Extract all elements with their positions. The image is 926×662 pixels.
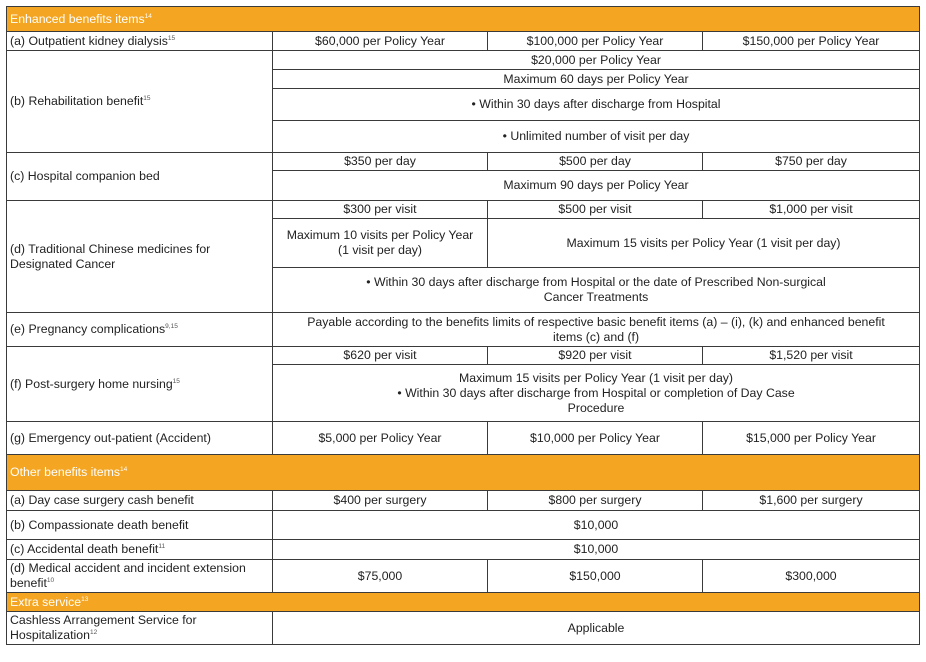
row-post-surgery-home-nursing [7,347,920,365]
plan3-value: $1,000 per visit [703,201,920,219]
plan1-value: $400 per surgery [273,491,488,511]
rehab-condition-2: • Unlimited number of visit per day [273,121,920,153]
tcm-limit-plan23: Maximum 15 visits per Policy Year (1 visit per day) [488,219,920,268]
row-label: (g) Emergency out-patient (Accident) [10,430,211,445]
row-label: (f) Post-surgery home nursing [10,376,173,391]
footnote-ref: 13 [81,595,89,603]
plan1-value: $60,000 per Policy Year [273,32,488,51]
footnote-ref: 9,15 [165,322,178,330]
plan1-value: $300 per visit [273,201,488,219]
plan2-value: $100,000 per Policy Year [488,32,703,51]
row-accidental-death [7,540,920,560]
plan3-value: $150,000 per Policy Year [703,32,920,51]
tcm-limit-plan1-line1: Maximum 10 visits per Policy Year [286,228,474,242]
pregnancy-text-line1: Payable according to the benefits limits of respective basic benefit items (a) – (i), (k) and enhanced benefit [307,314,885,329]
footnote-ref: 11 [158,542,166,550]
row-label-line1: Cashless Arrangement Service for [10,613,197,627]
plan2-value: $800 per surgery [488,491,703,511]
footnote-ref: 15 [143,94,151,102]
row-label: (b) Compassionate death benefit [10,517,189,532]
tcm-condition [273,268,920,313]
row-label: (b) Rehabilitation benefit [10,94,144,108]
footnote-ref: 14 [144,12,152,20]
tcm-limit-plan1 [273,219,488,268]
section-header-extra [7,593,920,612]
row-label: (e) Pregnancy complications [10,322,166,336]
compassionate-value: $10,000 [273,511,920,540]
pregnancy-text-line2: items (c) and (f) [552,329,640,344]
section-title: Other benefits items [10,465,121,479]
tcm-condition-line1: • Within 30 days after discharge from Hospital or the date of Prescribed Non-surgical [366,275,826,289]
row-cashless-arrangement [7,612,920,645]
plan2-value: $500 per visit [488,201,703,219]
plan3-value: $1,520 per visit [703,347,920,365]
row-hospital-companion-bed [7,153,920,171]
footnote-ref: 15 [172,377,180,385]
row-label: (a) Day case surgery cash benefit [10,493,194,507]
plan3-value: $750 per day [703,153,920,171]
row-label: (a) Outpatient kidney dialysis [10,33,168,48]
plan1-value: $620 per visit [273,347,488,365]
footnote-ref: 10 [46,576,55,584]
row-traditional-chinese-medicines [7,201,920,219]
row-day-case-surgery [7,491,920,511]
section-header-other [7,455,920,491]
row-emergency-out-patient [7,422,920,455]
plan1-value: $5,000 per Policy Year [273,422,488,455]
plan1-value: $75,000 [273,560,488,593]
row-label-line1: (d) Medical accident and incident extension [10,561,246,575]
row-label-line2: Hospitalization [10,628,90,642]
row-compassionate-death [7,511,920,540]
accidental-value: $10,000 [273,540,920,560]
tcm-limit-plan1-line2: (1 visit per day) [337,243,423,257]
pregnancy-text [273,313,920,347]
plan2-value: $150,000 [488,560,703,593]
tcm-condition-line2: Cancer Treatments [543,290,649,304]
section-title: Extra service [10,594,82,609]
section-header-enhanced [7,7,920,32]
row-pregnancy-complications [7,313,920,347]
plan2-value: $10,000 per Policy Year [488,422,703,455]
plan2-value: $920 per visit [488,347,703,365]
footnote-ref: 15 [167,34,176,42]
footnote-ref: 12 [89,628,98,636]
section-title: Enhanced benefits items [10,11,145,26]
rehab-condition-1: • Within 30 days after discharge from Hospital [273,89,920,121]
rehab-limit: Maximum 60 days per Policy Year [273,70,920,89]
footnote-ref: 14 [120,465,128,473]
row-label: (d) Traditional Chinese medicines for Designated Cancer [10,241,211,271]
rehab-amount: $20,000 per Policy Year [273,51,920,70]
plan3-value: $300,000 [703,560,920,593]
plan3-value: $1,600 per surgery [703,491,920,511]
nursing-line1: Maximum 15 visits per Policy Year (1 visit per day) [458,370,734,385]
row-outpatient-kidney-dialysis [7,32,920,51]
cashless-value: Applicable [273,612,920,645]
row-rehabilitation-benefit [7,51,920,70]
row-label: (c) Hospital companion bed [10,169,160,183]
nursing-line3: Procedure [567,400,625,415]
plan1-value: $350 per day [273,153,488,171]
plan2-value: $500 per day [488,153,703,171]
nursing-line2: • Within 30 days after discharge from Hospital or completion of Day Case [397,385,795,400]
benefits-table [6,6,920,645]
plan3-value: $15,000 per Policy Year [703,422,920,455]
row-label-line2: benefit [10,576,47,590]
row-label: (c) Accidental death benefit [10,542,159,556]
row-medical-accident-extension [7,560,920,593]
companion-limit: Maximum 90 days per Policy Year [273,171,920,201]
nursing-detail [273,365,920,422]
